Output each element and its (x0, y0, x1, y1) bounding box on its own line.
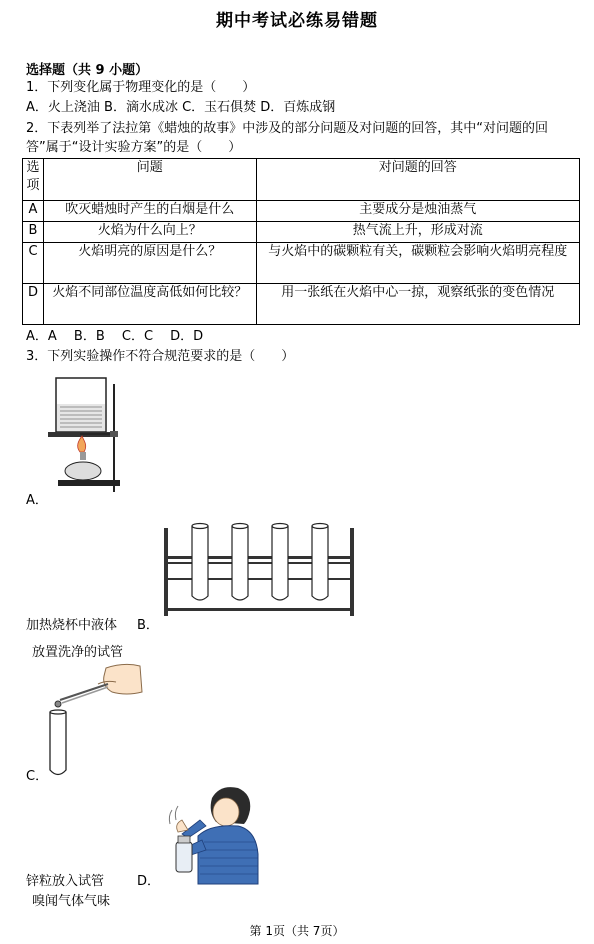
table-cell: 火焰明亮的原因是什么？ (43, 243, 256, 284)
table-cell: 火焰不同部位温度高低如何比较？ (43, 284, 256, 325)
person-smelling-gas-illustration (160, 780, 260, 886)
q3-a-caption: 加热烧杯中液体 (26, 618, 118, 633)
table-cell: 与火焰中的碳颗粒有关，碳颗粒会影响火焰明亮程度 (256, 243, 579, 284)
q3-a-label: A． (26, 493, 48, 508)
q2-options: A．A B．B C．C D．D (26, 329, 204, 344)
test-tube-rack-illustration (162, 522, 356, 618)
table-row (23, 222, 580, 243)
table-cell: 用一张纸在火焰中心一掠，观察纸张的变色情况 (256, 284, 579, 325)
q1-stem: 1．下列变化属于物理变化的是（ ） (26, 80, 256, 95)
table-cell: A (23, 201, 44, 222)
q2-stem-line2: 答”属于“设计实验方案”的是（ ） (26, 140, 242, 155)
q2-stem-line1: 2．下表列举了法拉第《蜡烛的故事》中涉及的部分问题及对问题的回答，其中“对问题的回 (26, 121, 549, 136)
table-cell: 主要成分是烛油蒸气 (256, 201, 579, 222)
table-row (23, 284, 580, 325)
q3-b-label: B． (137, 618, 159, 633)
table-header-cell: 问题 (43, 159, 256, 201)
q3-b-caption: 放置洗净的试管 (32, 645, 124, 660)
table-header-row (23, 159, 580, 201)
q3-c-caption: 锌粒放入试管 (26, 874, 105, 889)
table-cell: 火焰为什么向上？ (43, 222, 256, 243)
table-cell: 吹灭蜡烛时产生的白烟是什么 (43, 201, 256, 222)
table-row (23, 243, 580, 284)
table-cell: 热气流上升，形成对流 (256, 222, 579, 243)
section-heading: 选择题（共 9 小题） (26, 63, 149, 78)
table-header-cell: 选项 (23, 159, 44, 201)
q1-options: A．火上浇油 B．滴水成冰 C．玉石俱焚 D．百炼成钢 (26, 100, 336, 115)
q2-table (22, 158, 580, 325)
table-cell: C (23, 243, 44, 284)
q3-stem: 3．下列实验操作不符合规范要求的是（ ） (26, 349, 295, 364)
table-cell: D (23, 284, 44, 325)
table-row (23, 201, 580, 222)
table-header-cell: 对问题的回答 (256, 159, 579, 201)
page-footer: 第 1页（共 7页） (249, 924, 345, 938)
table-cell: B (23, 222, 44, 243)
page-title: 期中考试必练易错题 (216, 11, 378, 31)
q3-d-label: D． (137, 874, 161, 889)
beaker-on-burner-illustration (44, 376, 130, 500)
q3-c-label: C． (26, 769, 49, 784)
q3-d-caption: 嗅闻气体气味 (32, 894, 111, 909)
tweezers-test-tube-illustration (46, 662, 144, 780)
